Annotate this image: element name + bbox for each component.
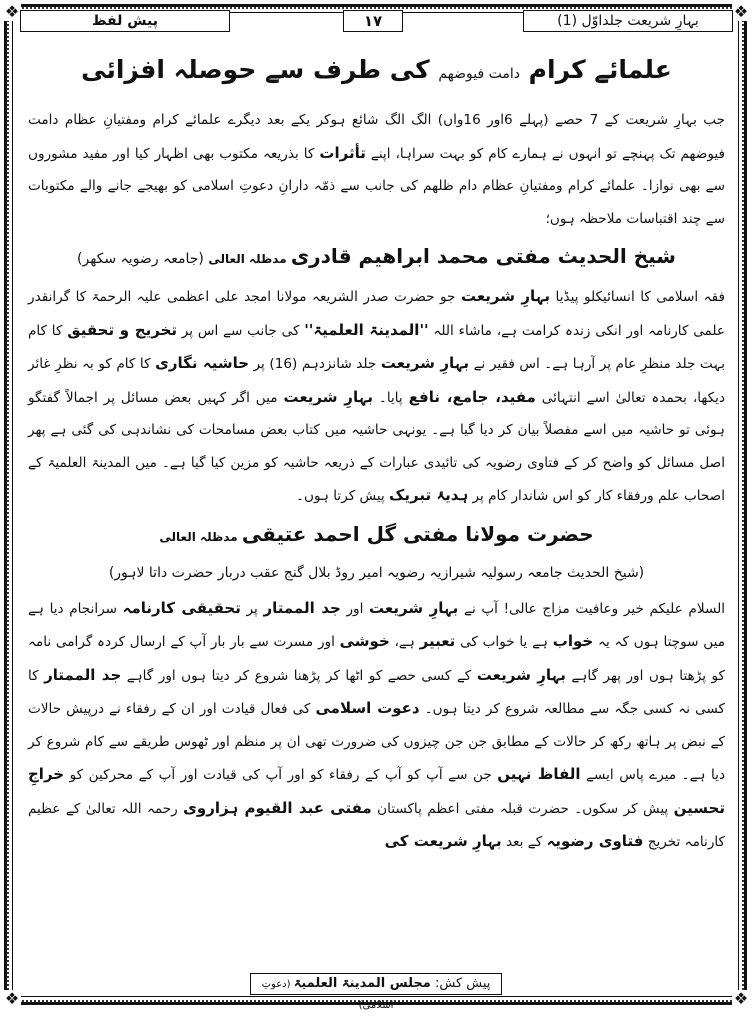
corner-ornament-icon: ❖ [4,989,20,1008]
page-footer: پیش کش: مجلس المدینۃ العلمیۃ (دعوتِ اسلامی) [250,973,502,995]
section1-paragraph: فقہ اسلامی کا انسائیکلو پیڈیا بہارِ شریعت جو حضرت صدر الشریعہ مولانا امجد علی اعظمی علیہ الرحمۃ کا گرانقدر علمی کارنامہ اور انکی زندہ کرامت ہے، ماشاء اللہ ''المدینۃ العلمیۃ'' کی جانب سے اس پر تخریج و تحقیق کا کام بہت جلد منظرِ عام پر آرہا ہے۔ اس فقیر نے بہارِ شریعت جلد شانزدہم (16) پر حاشیہ نگاری کا کام کو بہ نظرِ غائر دیکھا، بحمدہ تعالیٰ اسے انتہائی مفید، جامع، نافع پایا۔ بہارِ شریعت میں اگر کہیں بعض مسائل پر اجمالاً گفتگو ہوئی تو حاشیہ میں اسے مفصلاً بیان کر دیا گیا ہے۔ یونہی حاشیہ میں کتاب بعض مسامحات کی نشاندہی کی گئی ہے پھر اصل مسائل کو واضح کر کے فتاوی رضویہ کی تائیدی عبارات کے ذریعہ حاشیہ کو مزین کیا گیا ہے۔ میں المدینۃ العلمیۃ کے اصحاب علم ورفقاء کار کو اس شاندار کام پر ہدیۂ تبریک پیش کرتا ہوں۔ [28,287,726,504]
page-content [28,44,725,859]
book-title: بہارِ شریعت جلداوّل (1) [523,10,733,32]
intro-paragraph: جب بہارِ شریعت کے 7 حصے (پہلے 6اور 16واں) الگ الگ شائع ہوکر یکے بعد دیگرے علمائے کرام ومفتیانِ عظام دامت فیوضھم تک پہنچے تو انہوں نے ہمارے کام کو بہت سراہا، اپنے تأثرات کا بذریعہ مکتوب بھی اظہار کیا اور مفید مشوروں سے بھی نوازا۔ علمائے کرام ومفتیانِ عظام دام ظلھم کی جانب سے ذمّہ دارانِ دعوتِ اسلامی کو بھیجے جانے والے مکتوبات سے چند اقتباسات ملاحظہ ہوں؛ [28,112,726,227]
page-number: ۱۷ [343,10,403,32]
corner-ornament-icon: ❖ [733,989,749,1008]
section-heading-2: حضرت مولانا مفتی گل احمد عتیقی مدظلہ العالی [159,521,594,546]
section2-affiliation: (شیخ الحدیث جامعہ رسولیہ شیرازیہ رضویہ امیر روڈ بلال گنج عقب دربار حضرت داتا لاہور) [108,564,645,581]
page-header [20,10,733,34]
section-heading-1: شیخ الحدیث مفتی محمد ابراھیم قادری مدظلہ العالی (جامعہ رضویہ سکھر) [77,244,676,268]
section2-paragraph: السلام علیکم خیر وعافیت مزاج عالی! آپ نے بہارِ شریعت اور جد الممتار پر تحقیقی کارنامہ سرانجام دیا ہے میں سوچتا ہوں کہ یہ خواب ہے یا خواب کی تعبیر ہے، خوشی اور مسرت سے بار بار آپ کے ارسال کردہ گرامی نامہ کو پڑھتا ہوں اور پھر گاہے بہارِ شریعت کے کسی حصے کو اٹھا کر پڑھنا شروع کر دیتا ہوں اور گاہے جد الممتار کا کسی نہ کسی جگہ سے مطالعہ شروع کر دیتا ہوں۔ دعوت اسلامی کی فعال قیادت اور ان کے رفقاء نے درپیش حالات کے نبض پر ہاتھ رکھ کر حالات کے مطابق جن جن چیزوں کی ضرورت تھی ان پر منظم اور ٹھوس طریقے سے کام شروع کر دیا ہے۔ میرے پاس ایسے الفاظ نہیں جن سے آپ کو آپ کے رفقاء کو اور آپ کی قیادت اور آپ کے محرکین کو خراجِ تحسین پیش کر سکوں۔ حضرت قبلہ مفتی اعظم پاکستان مفتی عبد القیوم ہزاروی رحمہ اللہ تعالیٰ کے عظیم کارنامہ تخریج فتاوی رضویہ کے بعد بہارِ شریعت کی [28,598,726,850]
section-name: پیش لفظ [20,10,230,32]
corner-ornament-icon: ❖ [4,2,20,21]
page-title: علمائے کرام دامت فیوضھم کی طرف سے حوصلہ افزائی [81,55,672,84]
corner-ornament-icon: ❖ [733,2,749,21]
